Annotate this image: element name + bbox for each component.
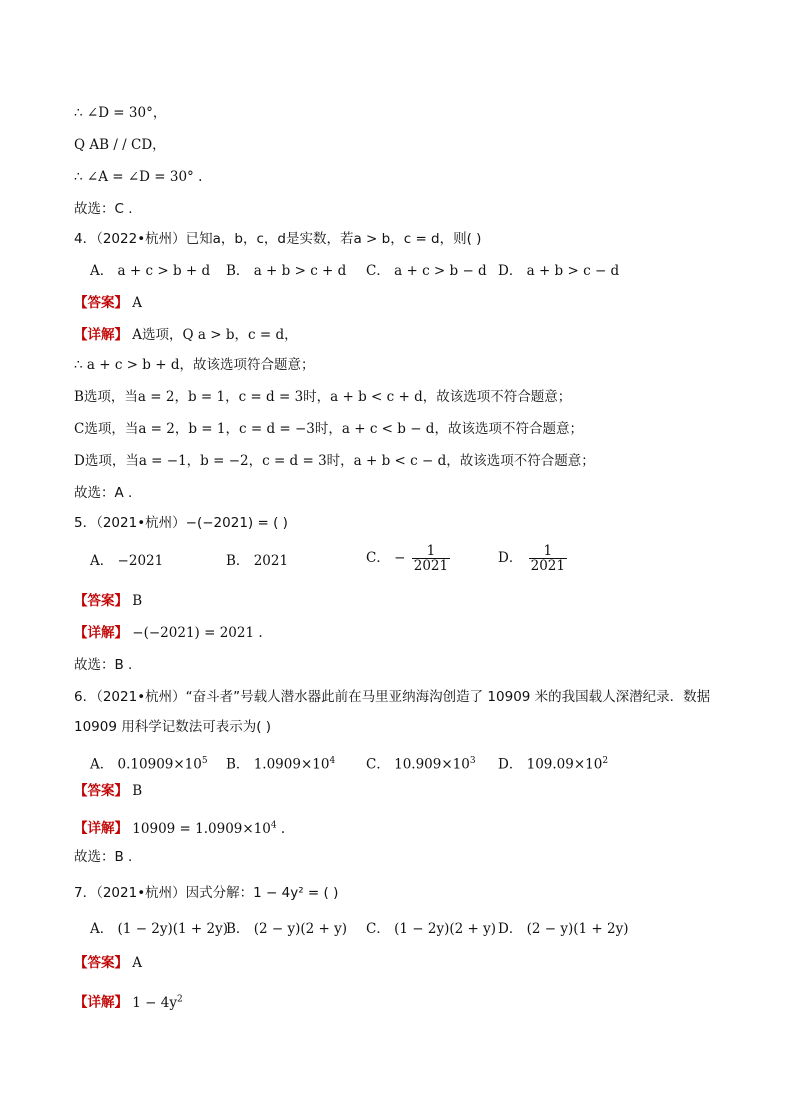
question-6-cont: 10909 用科学记数法可表示为( )	[74, 719, 272, 735]
text-line: 故选：B .	[74, 657, 133, 673]
option-b: B． 2021	[226, 553, 289, 569]
option-d: D． a + b > c − d	[498, 263, 620, 279]
option-a: A． (1 − 2y)(1 + 2y)	[90, 921, 229, 937]
answer-line	[74, 782, 142, 800]
detail-line	[74, 990, 183, 1012]
text-line: 故选：A .	[74, 485, 133, 501]
detail-line	[74, 326, 298, 344]
answer-tag: 【答案】	[74, 783, 128, 799]
fraction: $\frac{1}{2021}$	[413, 543, 449, 574]
detail-tag: 【详解】	[74, 994, 128, 1011]
answer-tag: 【答案】	[74, 295, 128, 311]
option-b: B． (2 − y)(2 + y)	[226, 921, 347, 937]
answer-tag: 【答案】	[74, 955, 128, 971]
option-c: C． a + c > b − d	[366, 263, 487, 279]
question-7: 7．（2021•杭州）因式分解：1 − 4y² = ( )	[74, 885, 339, 901]
answer-line	[74, 592, 142, 610]
answer-value: B	[132, 783, 143, 799]
text-line: Q AB / / CD，	[74, 137, 166, 153]
detail-text: A选项，Q a > b，c = d，	[132, 327, 298, 343]
detail-tag: 【详解】	[74, 625, 128, 641]
text-line: D选项，当a = −1，b = −2，c = d = 3时，a + b < c − d，故该选项不符合题意；	[74, 453, 595, 469]
text-line: C选项，当a = 2，b = 1，c = d = −3时，a + c < b − d，故该选项不符合题意；	[74, 421, 583, 437]
question-5: 5．（2021•杭州）−(−2021) = ( )	[74, 515, 288, 531]
option-c: C． $10.909\times 10^3$	[366, 756, 476, 773]
question-4: 4．（2022•杭州）已知a，b，c，d是实数，若a > b，c = d，则( )	[74, 231, 482, 247]
option-b: B． a + b > c + d	[226, 263, 347, 279]
answer-value: A	[132, 295, 143, 311]
answer-line	[74, 954, 142, 972]
text-line: ∴ ∠D = 30°，	[74, 105, 167, 121]
text-line: B选项，当a = 2，b = 1，c = d = 3时，a + b < c + d，故该选项不符合题意；	[74, 389, 572, 405]
detail-line	[74, 624, 263, 642]
detail-text: $10909 = 1.0909\times 10^4$ .	[132, 820, 286, 837]
text-line: 故选：B .	[74, 849, 133, 865]
option-a: A． a + c > b + d	[90, 263, 211, 279]
detail-text: $1 - 4y^2$	[132, 994, 183, 1011]
detail-tag: 【详解】	[74, 820, 128, 837]
answer-value: B	[132, 593, 143, 609]
option-a: A． $0.10909\times 10^5$	[90, 756, 208, 773]
option-a: A． −2021	[90, 553, 164, 569]
question-6: 6．（2021•杭州）“奋斗者”号载人潜水器此前在马里亚纳海沟创造了 10909 米的我国载人深潜纪录．数据	[74, 689, 711, 705]
fraction: $\frac{1}{2021}$	[530, 543, 565, 574]
option-d: D． $109.09\times 10^2$	[498, 756, 609, 773]
detail-text: −(−2021) = 2021 .	[132, 625, 263, 641]
option-d: D． (2 − y)(1 + 2y)	[498, 921, 629, 937]
text-line: ∴ a + c > b + d，故该选项符合题意；	[74, 357, 315, 373]
option-b: B． $1.0909\times 10^4$	[226, 756, 336, 773]
detail-line	[74, 816, 285, 838]
option-c: C． − $\frac{1}{2021}$	[366, 543, 449, 574]
answer-value: A	[132, 955, 143, 971]
text-line: 故选：C .	[74, 201, 133, 217]
option-d: D． $\frac{1}{2021}$	[498, 543, 565, 574]
answer-tag: 【答案】	[74, 593, 128, 609]
answer-line	[74, 294, 142, 312]
text-line: ∴ ∠A = ∠D = 30° .	[74, 169, 203, 185]
detail-tag: 【详解】	[74, 327, 128, 343]
option-c: C． (1 − 2y)(2 + y)	[366, 921, 496, 937]
